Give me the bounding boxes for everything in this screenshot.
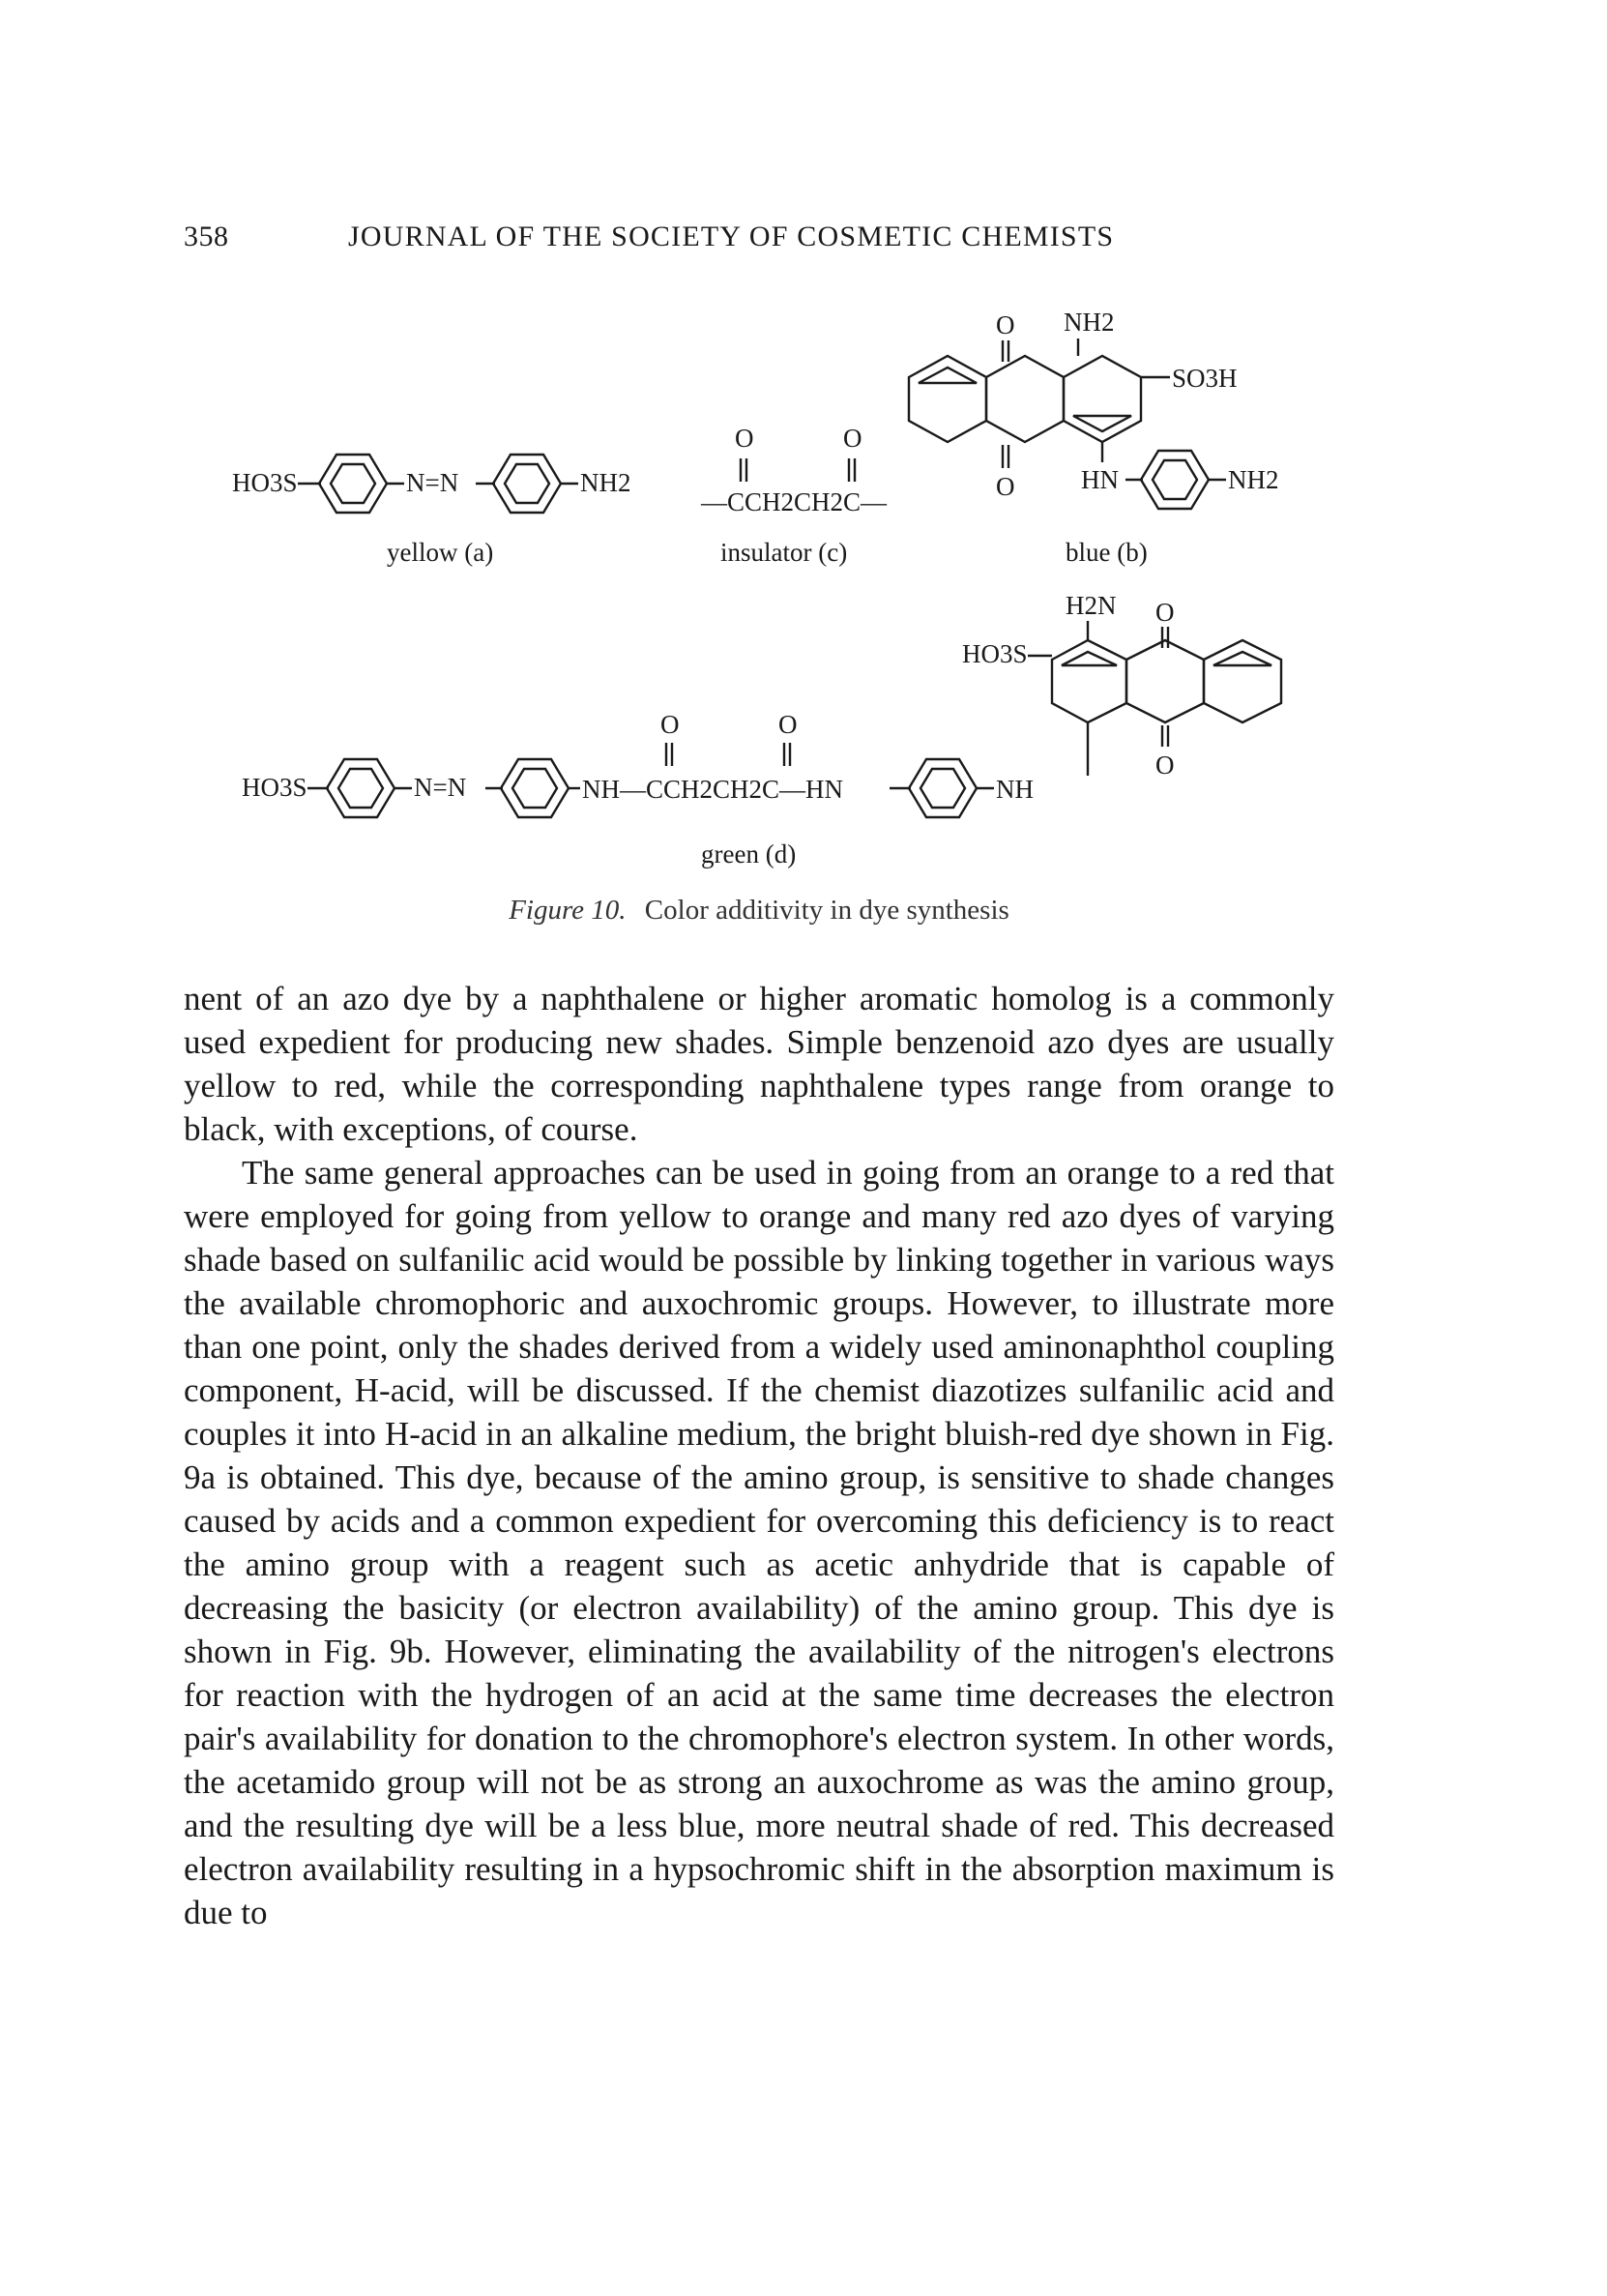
green-amide-chain: NH—CCH2CH2C—HN <box>582 775 844 804</box>
green-left-group: HO3S <box>242 773 307 802</box>
anthraquinone-middle-ring <box>1126 640 1204 722</box>
green-anthra-top-oxygen: O <box>1155 598 1175 627</box>
insulator-oxygen-right: O <box>843 424 862 453</box>
yellow-left-group: HO3S <box>232 468 298 497</box>
insulator-formula: —CCH2CH2C— <box>701 487 888 516</box>
insulator-label: insulator (c) <box>720 538 848 567</box>
body-text <box>184 977 1334 1934</box>
green-dye-structure <box>242 591 1281 868</box>
page-number: 358 <box>184 221 229 252</box>
dye-structures-diagram <box>213 280 1305 870</box>
yellow-label: yellow (a) <box>387 538 494 567</box>
anthraquinone-left-inner <box>919 368 977 383</box>
blue-label: blue (b) <box>1066 538 1148 567</box>
green-anthra-sulfonic: HO3S <box>962 639 1028 668</box>
blue-bottom-oxygen: O <box>996 472 1015 501</box>
insulator-structure <box>700 424 888 567</box>
green-anthra-nh: NH <box>996 775 1034 804</box>
green-label: green (d) <box>701 839 797 868</box>
yellow-dye-structure <box>232 455 631 567</box>
anthraquinone-left-inner <box>1062 652 1117 665</box>
blue-top-oxygen: O <box>996 310 1015 339</box>
anthraquinone-right-inner <box>1073 416 1131 431</box>
benzene-inner-ring <box>505 464 549 503</box>
blue-amine: NH2 <box>1064 308 1115 337</box>
anthraquinone-middle-ring <box>986 356 1064 442</box>
yellow-azo: N=N <box>406 468 459 497</box>
green-azo: N=N <box>414 773 467 802</box>
green-anthra-bottom-oxygen: O <box>1155 751 1175 780</box>
figure-caption-text: Color additivity in dye synthesis <box>644 895 1009 926</box>
benzene-inner-ring <box>920 769 965 808</box>
benzene-inner-ring <box>331 464 375 503</box>
figure-10 <box>213 280 1305 870</box>
paragraph-1: nent of an azo dye by a naphthalene or higher aromatic homolog is a commonly used expedient for producing new shades. Simple benzenoid azo dyes are usually yellow to red, while the corresponding naphthalene types range from orange to black, with exceptions, of course. <box>184 980 1334 1148</box>
yellow-right-group: NH2 <box>580 468 631 497</box>
blue-linker: HN <box>1081 465 1119 494</box>
blue-dye-structure <box>909 308 1279 567</box>
anthraquinone-right-inner <box>1213 652 1271 665</box>
green-oxygen-left: O <box>660 710 680 739</box>
blue-terminal: NH2 <box>1228 465 1279 494</box>
journal-title: JOURNAL OF THE SOCIETY OF COSMETIC CHEMISTS <box>348 221 1115 252</box>
anthraquinone-right-ring <box>1064 356 1141 442</box>
benzene-inner-ring <box>338 769 383 808</box>
green-oxygen-right: O <box>778 710 798 739</box>
green-anthra-amine: H2N <box>1066 591 1117 620</box>
figure-label: Figure 10. <box>509 895 627 926</box>
benzene-inner-ring <box>512 769 557 808</box>
blue-sulfonic: SO3H <box>1172 364 1238 393</box>
benzene-inner-ring <box>1153 460 1197 499</box>
figure-caption <box>184 895 1334 927</box>
insulator-oxygen-left: O <box>735 424 754 453</box>
paragraph-2: The same general approaches can be used in going from an orange to a red that were employed for going from yellow to orange and many red azo dyes of varying shade based on sulfanilic acid would be possible by linking together in various ways the available chromophoric and auxochromic groups. However, to illustrate more than one point, only the shades derived from a widely used aminonaphthol coupling component, H-acid, will be discussed. If the chemist diazotizes sulfanilic acid and couples it into H-acid in an alkaline medium, the bright bluish-red dye shown in Fig. 9a is obtained. This dye, because of the amino group, is sensitive to shade changes caused by acids and a common expedient for overcoming this deficiency is to react the amino group with a reagent such as acetic anhydride that is capable of decreasing the basicity (or electron availability) of the amino group. This dye is shown in Fig. 9b. However, eliminating the availability of the nitrogen's electrons for reaction with the hydrogen of an acid at the same time decreases the electron pair's availability for donation to the chromophore's electron system. In other words, the acetamido group will not be as strong an auxochrome as was the amino group, and the resulting dye will be a less blue, more neutral shade of red. This decreased electron availability resulting in a hypsochromic shift in the absorption maximum is due to <box>184 1154 1334 1931</box>
